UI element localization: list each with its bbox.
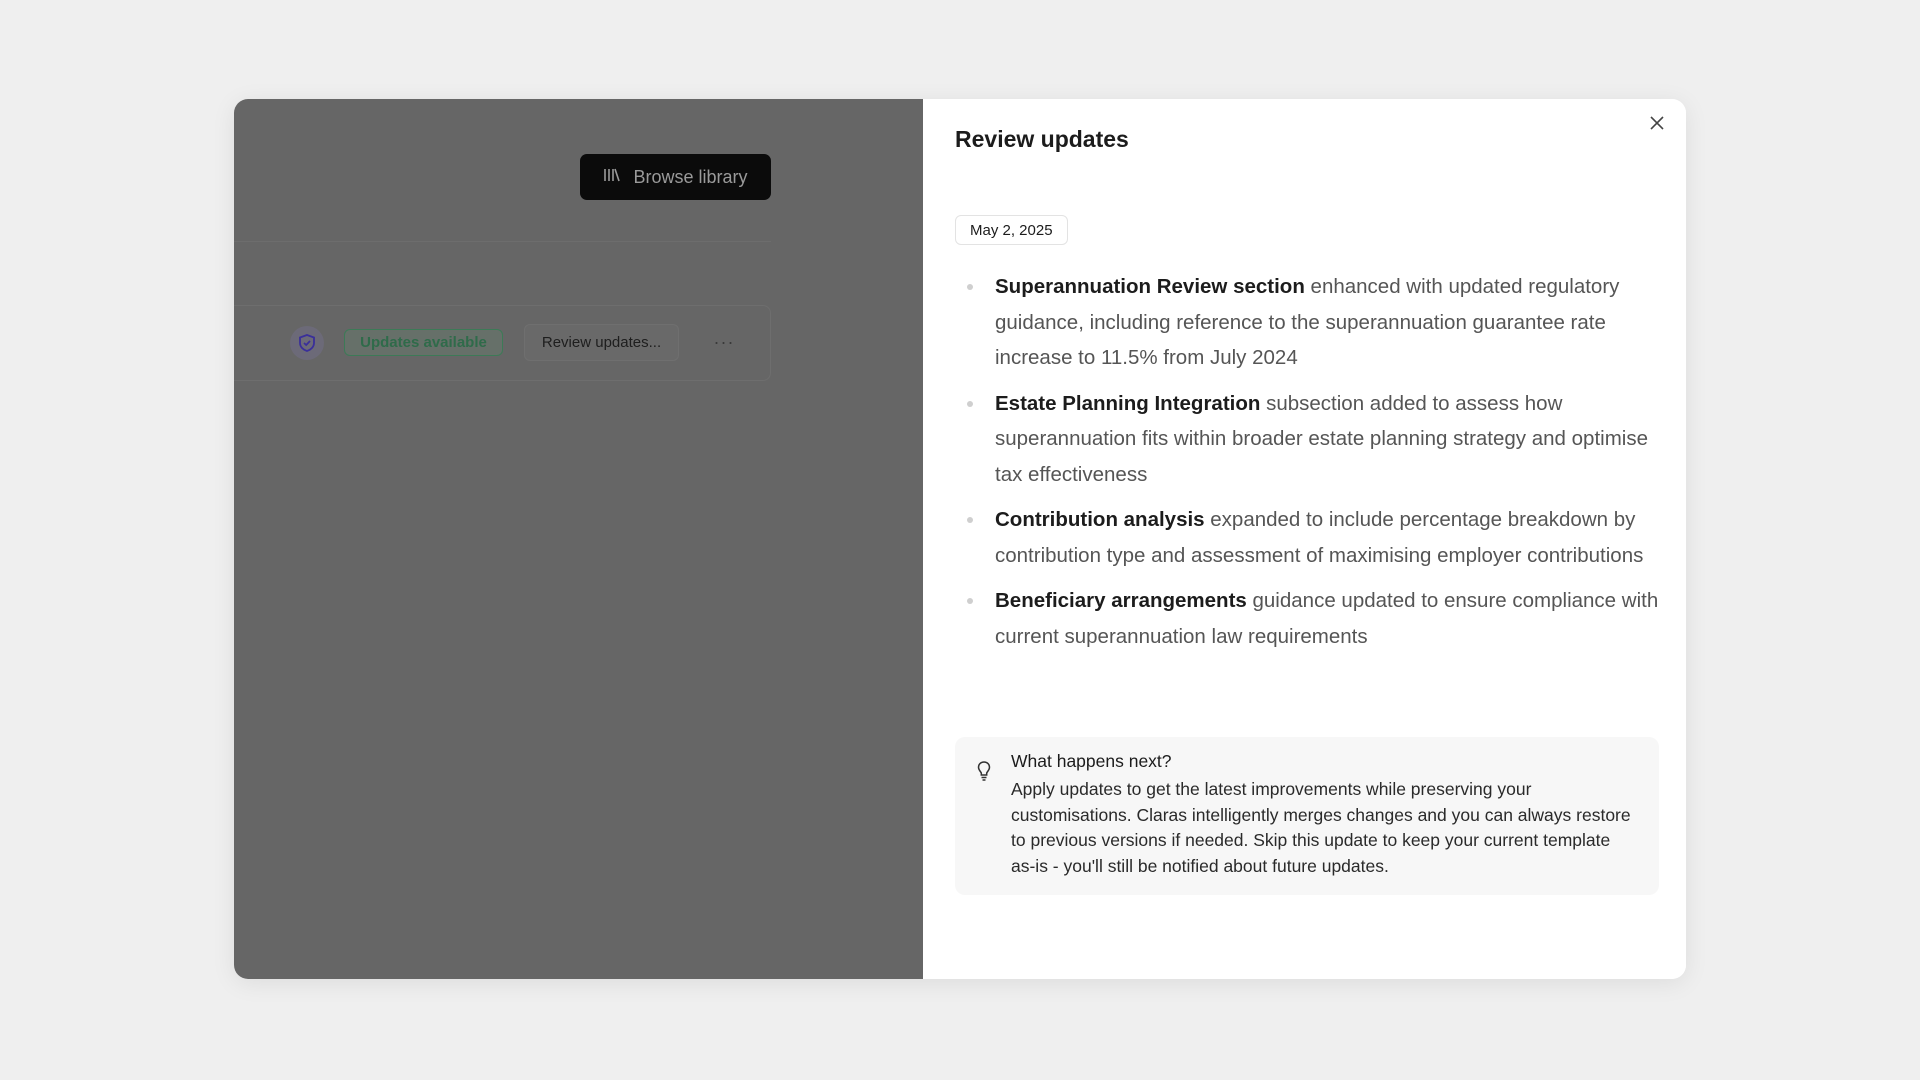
list-item [955, 269, 1667, 376]
close-button[interactable] [1645, 111, 1669, 135]
lightbulb-icon [976, 760, 992, 787]
more-options-button[interactable]: ··· [713, 331, 735, 352]
callout-title: What happens next? [1011, 751, 1172, 771]
update-text: enhanced with updated regulatory guidance, including reference to the superannuation guarantee rate increase to 11.5% from July 2024 [995, 275, 1620, 369]
update-text: guidance updated to ensure compliance with current superannuation law requirements [995, 589, 1659, 648]
update-heading: Beneficiary arrangements [995, 589, 1247, 612]
status-badge: Updates available [344, 329, 503, 356]
update-heading: Estate Planning Integration [995, 391, 1261, 415]
bullet-icon [967, 598, 973, 604]
shield-check-icon [290, 326, 324, 360]
review-updates-drawer [923, 99, 1686, 979]
review-updates-button[interactable]: Review updates... [524, 324, 679, 361]
browse-library-button[interactable] [580, 154, 771, 200]
callout-body: Apply updates to get the latest improvements while preserving your customisations. Claras intelligently merges changes and you can always restore to previous versions if needed. Skip this update to keep your current template as-is - you'll still be notified about future updates. [1011, 779, 1631, 876]
update-text: expanded to include percentage breakdown by contribution type and assessment of maximising employer contributions [995, 508, 1644, 567]
list-item [955, 386, 1667, 493]
library-icon [603, 167, 621, 188]
template-row [234, 305, 771, 381]
background-panel-overlay [234, 99, 923, 979]
date-badge: May 2, 2025 [955, 215, 1068, 245]
update-heading: Contribution analysis [995, 508, 1205, 531]
drawer-title: Review updates [955, 126, 1129, 152]
bullet-icon [967, 517, 973, 523]
list-item [955, 583, 1667, 654]
bullet-icon [967, 284, 973, 290]
close-icon [1650, 116, 1664, 130]
modal-window [234, 99, 1686, 979]
bullet-icon [967, 401, 973, 407]
info-callout [955, 737, 1659, 895]
browse-library-label: Browse library [633, 166, 748, 187]
update-heading: Superannuation Review section [995, 275, 1305, 298]
updates-list [955, 269, 1667, 664]
divider [234, 241, 771, 242]
list-item [955, 502, 1667, 573]
update-text: subsection added to assess how superannuation fits within broader estate planning strategy and optimise tax effectiveness [995, 391, 1648, 486]
